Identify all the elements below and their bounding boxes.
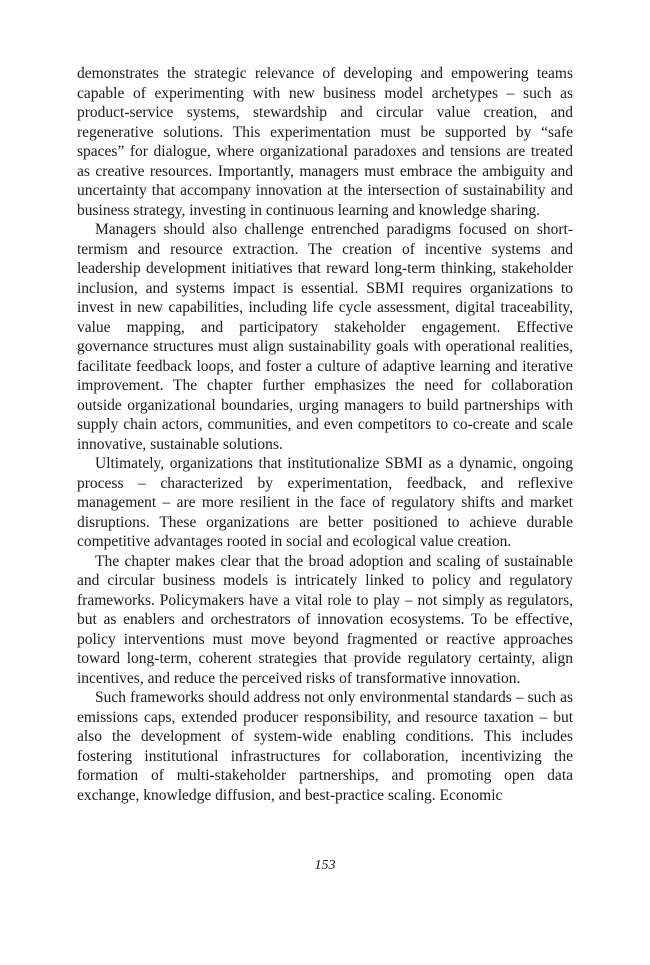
paragraph-continued: demonstrates the strategic relevance of developing and empowering teams capable of experimenting with new business model archetypes – such as product-service systems, stewardship and circular value creation, and regenerative solutions. This experimentation must be supported by “safe spaces” for dialogue, where organizational paradoxes and tensions are treated as creative resources. Importantly, managers must embrace the ambiguity and uncertainty that accompany innovation at the intersection of sustainability and business strategy, investing in continuous learning and knowledge sharing. xyxy=(77,65,573,219)
paragraph-ultimately: Ultimately, organizations that institutionalize SBMI as a dynamic, ongoing process – characterized by experimentation, feedback, and reflexive management – are more resilient in the face of regulatory shifts and market disruptions. These organizations are better positioned to achieve durable competitive advantages rooted in social and ecological value creation. xyxy=(77,455,573,550)
paragraph-frameworks: Such frameworks should address not only environmental standards – such as emissions caps, extended producer responsibility, and resource taxation – but also the development of system-wide enabling conditions. This includes fostering institutional infrastructures for collaboration, incentivizing the formation of multi-stakeholder partnerships, and promoting open data exchange, knowledge diffusion, and best-practice scaling. Economic xyxy=(77,689,573,804)
paragraph-policy: The chapter makes clear that the broad adoption and scaling of sustainable and circular business models is intricately linked to policy and regulatory frameworks. Policymakers have a vital role to play – not simply as regulators, but as enablers and orchestrators of innovation ecosystems. To be effective, policy interventions must move beyond fragmented or reactive approaches toward long-term, coherent strategies that provide regulatory certainty, align incentives, and reduce the perceived risks of transformative innovation. xyxy=(77,552,573,687)
page-body xyxy=(77,64,573,805)
page-number: 153 xyxy=(314,858,336,873)
paragraph-managers: Managers should also challenge entrenched paradigms focused on short-termism and resource extraction. The creation of incentive systems and leadership development initiatives that reward long-term thinking, stakeholder inclusion, and systems impact is essential. SBMI requires organizations to invest in new capabilities, including life cycle assessment, digital traceability, value mapping, and participatory stakeholder engagement. Effective governance structures must align sustainability goals with operational realities, facilitate feedback loops, and foster a culture of adaptive learning and iterative improvement. The chapter further emphasizes the need for collaboration outside organizational boundaries, urging managers to build partnerships with supply chain actors, communities, and even competitors to co-create and scale innovative, sustainable solutions. xyxy=(77,221,573,453)
